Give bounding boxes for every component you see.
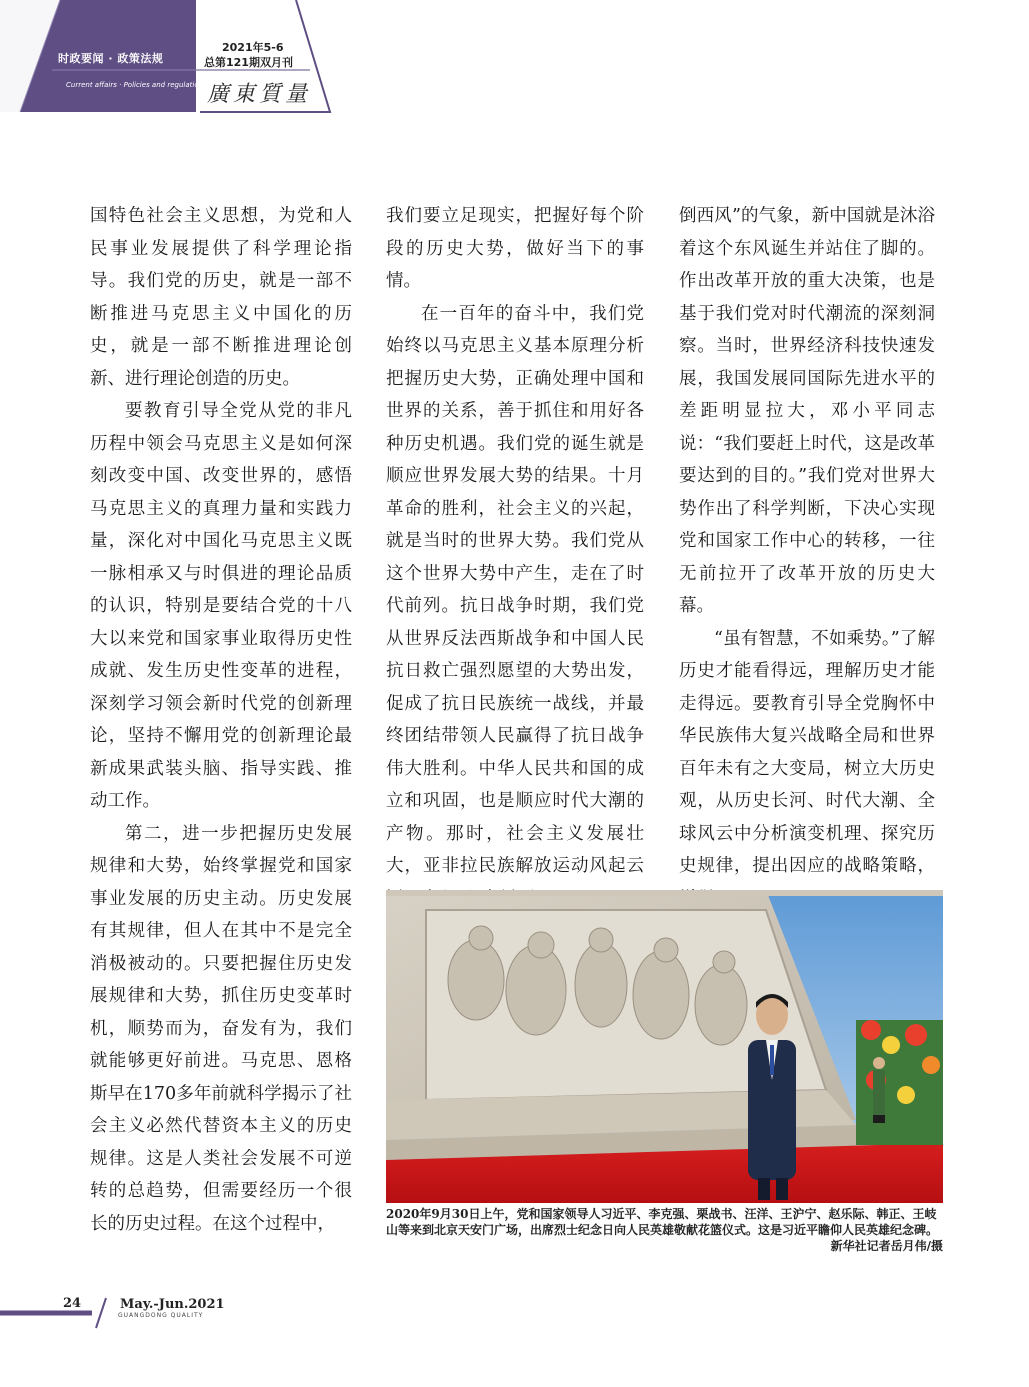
paragraph: 第二，进一步把握历史发展规律和大势，始终掌握党和国家事业发展的历史主动。历史发展有其规律，但人在其中不是完全消极被动的。只要把握住历史发展规律和大势，抓住历史变革时机，顺势而为，奋发有为，我们就能够更好前进。马克思、恩格斯早在170多年前就科学揭示了社会主义必然代替资本主义的历史规律。这是人类社会发展不可逆转的总趋势，但需要经历一个很长的历史过程。在这个过程中， — [90, 823, 352, 1234]
paragraph: “虽有智慧，不如乘势。”了解历史才能看得远，理解历史才能走得远。要教育引导全党胸怀中华民族伟大复兴战略全局和世界百年未有之大变局，树立大历史观，从历史长河、时代大潮、全球风云中分析演变机理、探究历史规律，提出因应的战略策略， — [679, 628, 935, 876]
text-column-1 — [90, 200, 352, 1240]
photo-credit: 新华社记者岳月伟/摄 — [830, 1239, 943, 1253]
text-column-2 — [386, 200, 644, 915]
footer-date: May.-Jun.2021 — [120, 1297, 225, 1312]
caption-text: 2020年9月30日上午，党和国家领导人习近平、李克强、栗战书、汪洋、王沪宁、赵乐际、韩正、王岐山等来到北京天安门广场，出席烈士纪念日向人民英雄敬献花篮仪式。这是习近平瞻仰人民英雄纪念碑。 — [386, 1207, 939, 1237]
monument-photo-illustration — [386, 890, 943, 1203]
news-photo — [386, 890, 943, 1203]
paragraph: 倒西风”的气象，新中国就是沐浴着这个东风诞生并站住了脚的。作出改革开放的重大决策，也是基于我们党对时代潮流的深刻洞察。当时，世界经济科技快速发展，我国发展同国际先进水平的差距明显拉大，邓小平同志说：“我们要赶上时代，这是改革要达到的目的。”我们党对世界大势作出了科学判断，下决心实现党和国家工作中心的转移，一往无前拉开了改革开放的历史大幕。 — [679, 206, 935, 616]
page-header — [0, 0, 340, 120]
magazine-title: 廣東質量 — [207, 82, 312, 107]
page-footer — [0, 1296, 240, 1336]
issue-number: 总第121期双月刊 — [204, 56, 293, 69]
paragraph: 我们要立足现实，把握好每个阶段的历史大势，做好当下的事情。 — [386, 206, 644, 291]
paragraph: 国特色社会主义思想，为党和人民事业发展提供了科学理论指导。我们党的历史，就是一部不断推进马克思主义中国化的历史，就是一部不断推进理论创新、进行理论创造的历史。 — [90, 206, 352, 389]
text-column-3 — [679, 200, 935, 915]
page-number: 24 — [63, 1296, 82, 1311]
paragraph: 在一百年的奋斗中，我们党始终以马克思主义基本原理分析把握历史大势，正确处理中国和世界的关系，善于抓住和用好各种历史机遇。我们党的诞生就是顺应世界发展大势的结果。十月革命的胜利，社会主义的兴起，就是当时的世界大势。我们党从这个世界大势中产生，走在了时代前列。抗日战争时期，我们党从世界反法西斯战争和中国人民抗日救亡强烈愿望的大势出发，促成了抗日民族统一战线，并最终团结带领人民赢得了抗日战争伟大胜利。中华人民共和国的成立和巩固，也是顺应时代大潮的产物。那时，社会主义发展壮大，亚非拉民族解放运动风起云 — [386, 303, 644, 876]
section-category-english: Current affairs · Policies and regulations — [66, 81, 207, 89]
section-category: 时政要闻 · 政策法规 — [58, 52, 164, 65]
paragraph: 要教育引导全党从党的非凡历程中领会马克思主义是如何深刻改变中国、改变世界的，感悟马克思主义的真理力量和实践力量，深化对中国化马克思主义既一脉相承又与时俱进的理论品质的认识，特别是要结合党的十八大以来党和国家事业取得历史性成就、发生历史性变革的进程，深刻学习领会新时代党的创新理论，坚持不懈用党的创新理论最新成果武装头脑、指导实践、推动工作。 — [90, 401, 352, 811]
issue-date: 2021年5-6 — [222, 41, 284, 54]
photo-caption — [386, 1206, 943, 1254]
footer-magazine-name: GUANGDONG QUALITY — [118, 1312, 204, 1319]
